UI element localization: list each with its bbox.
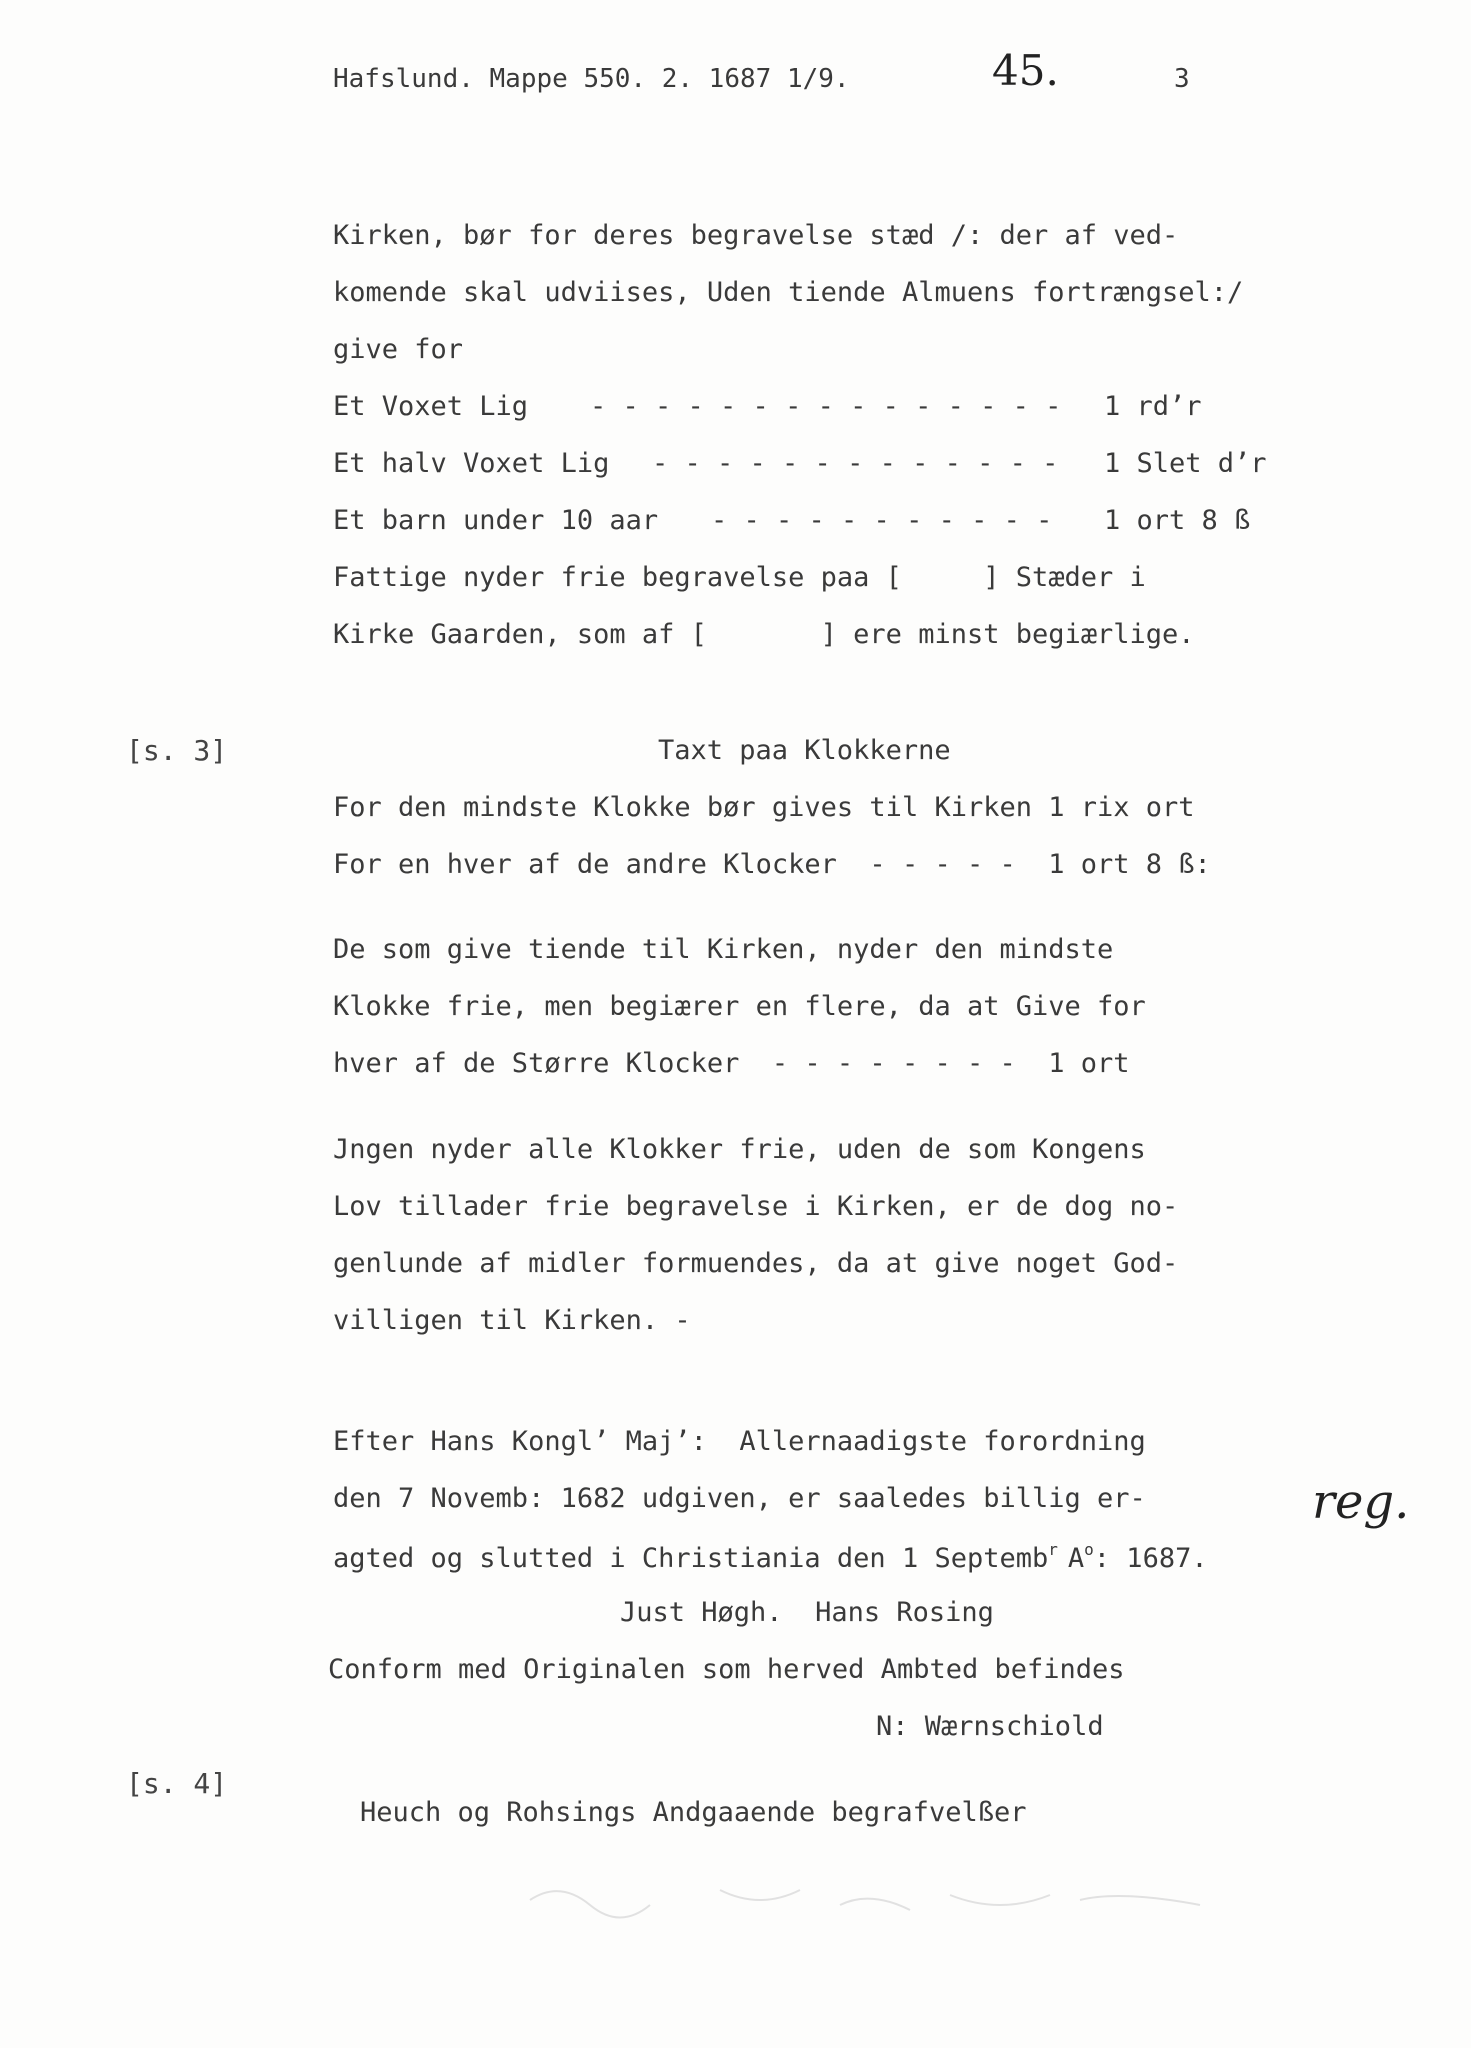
text-line: Conform med Originalen som herved Ambted befindes	[328, 1654, 1125, 1685]
archive-reference: Hafslund. Mappe 550. 2. 1687 1/9.	[333, 64, 850, 94]
text-line: give for	[333, 334, 464, 365]
text-line: Kirke Gaarden, som af [ ] ere minst begiærlige.	[333, 619, 1195, 650]
superscript-o: o	[1084, 1540, 1094, 1559]
text-line: For en hver af de andre Klocker - - - - - 1 ort 8 ß:	[333, 849, 1211, 880]
text-line: Lov tillader frie begravelse i Kirken, er de dog no-	[333, 1191, 1179, 1222]
text-line: Kirken, bør for deres begravelse stæd /: der af ved-	[333, 220, 1179, 251]
handwritten-reg-mark: reg.	[1312, 1474, 1410, 1530]
fee-amount: 1 ort 8 ß	[1104, 505, 1251, 536]
text-line: den 7 Novemb: 1682 udgiven, er saaledes billig er-	[333, 1483, 1146, 1514]
text-line: Efter Hans Kongl’ Maj’: Allernaadigste forordning	[333, 1426, 1146, 1457]
anno: A	[1067, 1543, 1085, 1574]
bleed-through-marks	[520, 1860, 1240, 1940]
text-line: Klokke frie, men begiærer en flere, da at Give for	[333, 991, 1146, 1022]
date-line-text: agted og slutted i Christiania den 1 Septemb	[333, 1543, 1049, 1574]
fee-dashes: - - - - - - - - - - -	[711, 505, 1053, 536]
handwritten-folio-number: 45.	[992, 46, 1059, 95]
fee-amount: 1 rd’r	[1104, 391, 1202, 422]
text-line: Fattige nyder frie begravelse paa [ ] Stæder i	[333, 562, 1146, 593]
fee-label: Et halv Voxet Lig	[333, 448, 610, 479]
text-line: Jngen nyder alle Klokker frie, uden de som Kongens	[333, 1134, 1146, 1165]
margin-page-ref: [s. 4]	[126, 1767, 228, 1800]
final-heading: Heuch og Rohsings Andgaaende begrafvelßer	[360, 1797, 1027, 1828]
date-tail: : 1687.	[1093, 1543, 1208, 1574]
margin-page-ref: [s. 3]	[126, 734, 228, 767]
section-title: Taxt paa Klokkerne	[658, 735, 951, 766]
text-line: hver af de Større Klocker - - - - - - - - 1 ort	[333, 1048, 1130, 1079]
fee-dashes: - - - - - - - - - - - - - - -	[590, 391, 1062, 422]
text-line: De som give tiende til Kirken, nyder den mindste	[333, 934, 1114, 965]
signatories: Just Høgh. Hans Rosing	[620, 1597, 994, 1628]
date-line	[333, 1542, 1208, 1572]
notary-name: N: Wærnschiold	[876, 1711, 1104, 1742]
fee-label: Et barn under 10 aar	[333, 505, 659, 536]
text-line: For den mindste Klokke bør gives til Kirken 1 rix ort	[333, 792, 1195, 823]
text-line: villigen til Kirken. -	[333, 1305, 691, 1336]
text-line: komende skal udviises, Uden tiende Almuens fortrængsel:/	[333, 277, 1244, 308]
text-line: genlunde af midler formuendes, da at give noget God-	[333, 1248, 1179, 1279]
superscript-r: r	[1048, 1540, 1058, 1559]
fee-label: Et Voxet Lig	[333, 391, 529, 422]
page-number: 3	[1174, 64, 1190, 94]
fee-amount: 1 Slet d’r	[1104, 448, 1267, 479]
fee-dashes: - - - - - - - - - - - - -	[652, 448, 1059, 479]
